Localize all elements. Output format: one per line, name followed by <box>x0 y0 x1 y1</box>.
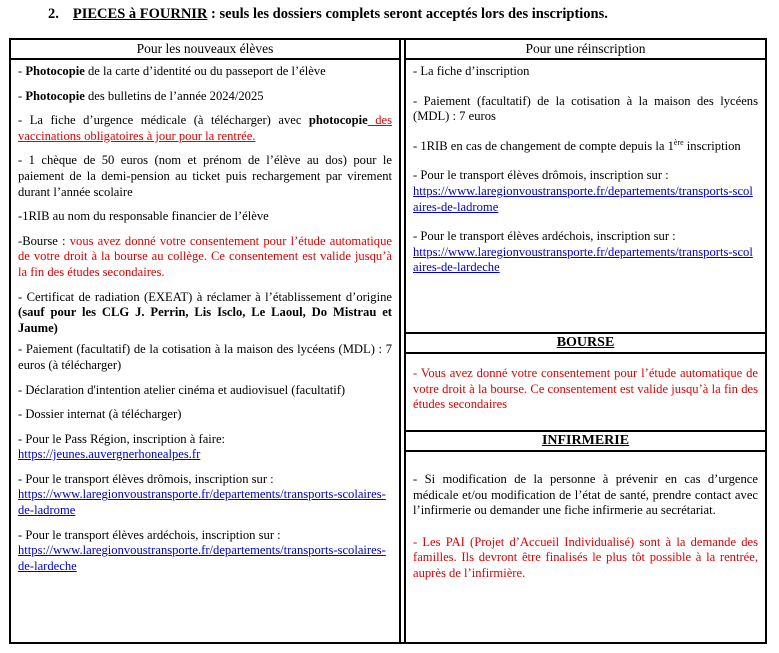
list-item: - Pour le transport élèves ardéchois, inscription sur : https://www.laregionvoustransporte.fr/departements/transports-scolaires-de-lardeche <box>413 229 753 275</box>
bourse-text: - Vous avez donné votre consentement pour l’étude automatique de votre droit à la bourse. Ce consentement est valide jusqu’à la fin des études secondaires <box>413 366 758 412</box>
list-item: - Photocopie des bulletins de l’année 2024/2025 <box>18 88 264 103</box>
list-item: - Paiement (facultatif) de la cotisation à la maison des lycéens (MDL) : 7 euros <box>413 93 758 124</box>
pass-region-link[interactable]: https://jeunes.auvergnerhonealpes.fr <box>18 447 201 462</box>
list-item: - 1RIB en cas de changement de compte depuis la 1ère inscription <box>413 137 741 153</box>
section-subtitle: : seuls les dossiers complets seront acceptés lors des inscriptions. <box>207 6 608 22</box>
section-number: 2. <box>48 6 59 22</box>
reinscription-list <box>406 60 765 332</box>
list-item: - Déclaration d'intention atelier cinéma et audiovisuel (facultatif) <box>18 382 346 397</box>
list-item: - La fiche d’inscription <box>413 64 530 78</box>
infirmerie-text-2: - Les PAI (Projet d’Accueil Individualisé) sont à la demande des familles. Ils devront être finalisés le plus tôt possible à la rentrée, auprès de l’infirmière. <box>413 534 758 580</box>
new-students-header: Pour les nouveaux élèves <box>11 40 399 60</box>
bourse-section <box>406 354 765 430</box>
documents-table <box>9 38 767 644</box>
reinscription-ardeche-link[interactable]: https://www.laregionvoustransporte.fr/departements/transports-scolaires-de-lardeche <box>413 244 753 275</box>
list-item: -1RIB au nom du responsable financier de l’élève <box>18 209 269 224</box>
list-item: - Pour le transport élèves ardéchois, inscription sur : https://www.laregionvoustransporte.fr/departements/transports-scolaires-de-lardeche <box>18 527 386 573</box>
new-students-list <box>11 60 399 574</box>
list-item: - Photocopie de la carte d’identité ou du passeport de l’élève <box>18 64 326 78</box>
infirmerie-text-1: - Si modification de la personne à prévenir en cas d’urgence médicale et/ou modification de l’état de santé, prendre contact avec l’infirmerie ou demander une fiche infirmerie au secrétariat. <box>413 472 758 518</box>
infirmerie-heading: INFIRMERIE <box>406 430 765 452</box>
list-item: - Dossier internat (à télécharger) <box>18 407 182 422</box>
section-title: PIECES à FOURNIR <box>72 6 208 22</box>
list-item: -Bourse : vous avez donné votre consentement pour l’étude automatique de votre droit à la bourse au collège. Ce consentement est valide jusqu’à la fin des études secondaires. <box>18 233 392 279</box>
new-students-column <box>11 40 401 642</box>
reinscription-column <box>404 40 765 642</box>
bourse-heading: BOURSE <box>406 332 765 354</box>
section-heading <box>48 6 608 23</box>
infirmerie-section <box>406 452 765 582</box>
list-item: - Certificat de radiation (EXEAT) à réclamer à l’établissement d’origine (sauf pour les CLG J. Perrin, Lis Isclo, Le Laoul, Do Mistrau et Jaume) <box>18 289 392 335</box>
transport-drome-link[interactable]: https://www.laregionvoustransporte.fr/departements/transports-scolaires-de-ladrome <box>18 487 386 518</box>
reinscription-drome-link[interactable]: https://www.laregionvoustransporte.fr/departements/transports-scolaires-de-ladrome <box>413 183 753 214</box>
list-item: - Pour le transport élèves drômois, inscription sur : https://www.laregionvoustransporte.fr/departements/transports-scolaires-de-ladrome <box>18 471 386 518</box>
list-item: - La fiche d’urgence médicale (à télécharger) avec photocopie des vaccinations obligatoires à jour pour la rentrée. <box>18 113 392 143</box>
reinscription-header: Pour une réinscription <box>406 40 765 60</box>
list-item: - Paiement (facultatif) de la cotisation à la maison des lycéens (MDL) : 7 euros (à télécharger) <box>18 342 392 372</box>
list-item: - 1 chèque de 50 euros (nom et prénom de l’élève au dos) pour le paiement de la demi-pension au ticket puis rechargement par virement durant l’année scolaire <box>18 153 392 199</box>
transport-ardeche-link[interactable]: https://www.laregionvoustransporte.fr/departements/transports-scolaires-de-lardeche <box>18 543 386 573</box>
list-item: - Pour le Pass Région, inscription à faire: https://jeunes.auvergnerhonealpes.fr <box>18 431 226 462</box>
list-item: - Pour le transport élèves drômois, inscription sur : https://www.laregionvoustransporte.fr/departements/transports-scolaires-de-ladrome <box>413 168 753 214</box>
